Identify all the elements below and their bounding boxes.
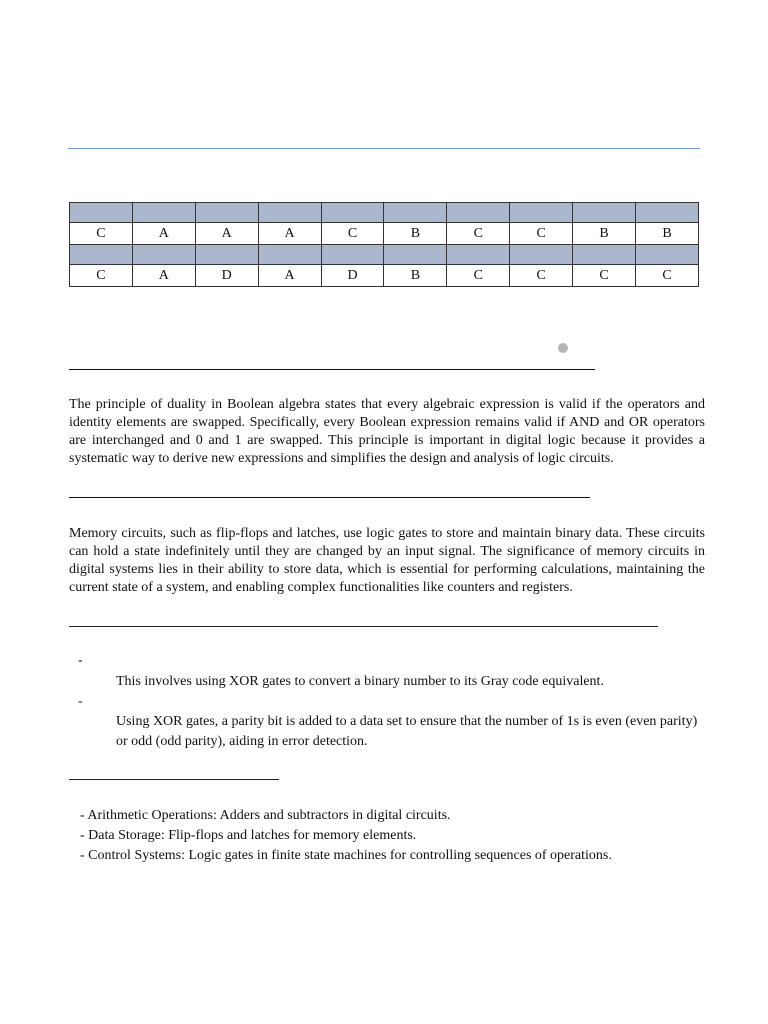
table-cell: A xyxy=(132,265,195,287)
table-cell: A xyxy=(258,223,321,245)
table-cell: B xyxy=(636,223,699,245)
table-header-cell xyxy=(258,203,321,223)
list-item: - Control Systems: Logic gates in finite state machines for controlling sequences of operations. xyxy=(80,848,612,863)
section-rule xyxy=(69,497,590,498)
table-header-cell xyxy=(384,203,447,223)
list-dash: - xyxy=(78,653,83,668)
table-header-cell xyxy=(636,245,699,265)
section-rule xyxy=(69,626,658,627)
list-item: - Data Storage: Flip-flops and latches for memory elements. xyxy=(80,828,417,843)
memory-paragraph: Memory circuits, such as flip-flops and latches, use logic gates to store and maintain binary data. These circuits can hold a state indefinitely until they are changed by an input signal. The significance of memory circuits in digital systems lies in their ability to store data, which is essential for performing calculations, maintaining the current state of a system, and enabling complex functionalities like counters and registers. xyxy=(69,526,705,595)
table-cell: A xyxy=(132,223,195,245)
list-dash: - xyxy=(78,694,83,709)
applications-list xyxy=(80,806,612,866)
section-rule xyxy=(69,369,595,370)
header-rule xyxy=(68,148,700,149)
table-row xyxy=(70,265,699,287)
parity-item: Using XOR gates, a parity bit is added to a data set to ensure that the number of 1s is even (even parity) or odd (odd parity), aiding in error detection. xyxy=(116,714,698,749)
list-item: - Arithmetic Operations: Adders and subtractors in digital circuits. xyxy=(80,808,451,823)
table-header-cell xyxy=(636,203,699,223)
table-cell: B xyxy=(573,223,636,245)
table-cell: A xyxy=(258,265,321,287)
marker-dot xyxy=(558,343,568,353)
answer-key-table xyxy=(69,202,699,287)
table-header-cell xyxy=(195,245,258,265)
table-header-cell xyxy=(510,203,573,223)
table-header-row xyxy=(70,245,699,265)
table-header-cell xyxy=(573,245,636,265)
table-header-cell xyxy=(70,245,133,265)
table-header-cell xyxy=(132,203,195,223)
table-cell: C xyxy=(447,265,510,287)
table-header-cell xyxy=(573,203,636,223)
table-header-cell xyxy=(321,203,384,223)
table-cell: C xyxy=(510,223,573,245)
table-header-cell xyxy=(321,245,384,265)
table-cell: C xyxy=(447,223,510,245)
table-header-row xyxy=(70,203,699,223)
table-cell: C xyxy=(321,223,384,245)
table-header-cell xyxy=(195,203,258,223)
table-cell: C xyxy=(70,265,133,287)
table-cell: B xyxy=(384,265,447,287)
table-row xyxy=(70,223,699,245)
table-cell: A xyxy=(195,223,258,245)
table-cell: D xyxy=(321,265,384,287)
table-cell: C xyxy=(70,223,133,245)
table-header-cell xyxy=(447,245,510,265)
table-header-cell xyxy=(132,245,195,265)
gray-code-item: This involves using XOR gates to convert a binary number to its Gray code equivalent. xyxy=(116,674,604,689)
table-cell: C xyxy=(510,265,573,287)
table-cell: C xyxy=(636,265,699,287)
table-cell: C xyxy=(573,265,636,287)
table-header-cell xyxy=(70,203,133,223)
table-header-cell xyxy=(384,245,447,265)
table-header-cell xyxy=(447,203,510,223)
duality-paragraph: The principle of duality in Boolean algebra states that every algebraic expression is valid if the operators and identity elements are swapped. Specifically, every Boolean expression remains valid if AND and OR operators are interchanged and 0 and 1 are swapped. This principle is important in digital logic because it provides a systematic way to derive new expressions and simplifies the design and analysis of logic circuits. xyxy=(69,397,705,466)
table-header-cell xyxy=(258,245,321,265)
table-cell: D xyxy=(195,265,258,287)
table-cell: B xyxy=(384,223,447,245)
table-header-cell xyxy=(510,245,573,265)
section-rule xyxy=(69,779,279,780)
